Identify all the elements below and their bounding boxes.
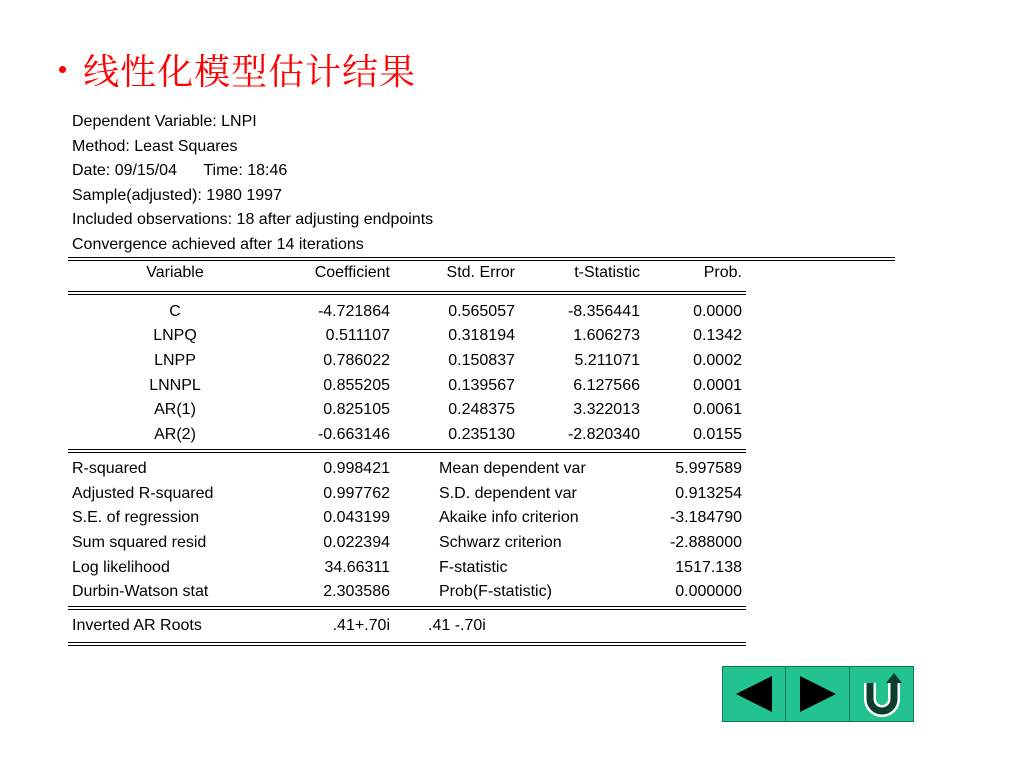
table-row — [68, 324, 896, 349]
std-error-cell: 0.248375 — [448, 401, 515, 419]
prob-cell: 0.0061 — [693, 401, 742, 419]
stats-row — [68, 580, 896, 605]
triangle-right-icon — [796, 674, 840, 714]
next-slide-button[interactable] — [786, 666, 850, 722]
col-header-prob: Prob. — [703, 264, 742, 281]
ar-root-value: .41 -.70i — [428, 616, 486, 634]
ar-root-value: .41+.70i — [332, 616, 390, 634]
t-statistic-cell: -8.356441 — [567, 302, 640, 320]
col-header-coefficient: Coefficient — [314, 264, 390, 281]
std-error-cell: 0.150837 — [448, 352, 515, 370]
variable-cell: LNPQ — [153, 327, 197, 345]
previous-slide-button[interactable] — [722, 666, 786, 722]
stat-label: Prob(F-statistic) — [439, 583, 552, 601]
table-row — [68, 398, 896, 423]
table-row — [68, 374, 896, 399]
double-rule — [68, 291, 746, 295]
stat-label: Adjusted R-squared — [72, 484, 214, 502]
variable-cell: LNPP — [154, 352, 196, 370]
return-button[interactable] — [850, 666, 914, 722]
stat-value: 34.66311 — [324, 558, 390, 576]
t-statistic-cell: 5.211071 — [574, 352, 640, 370]
triangle-left-icon — [732, 674, 776, 714]
double-rule — [68, 449, 746, 453]
stat-value: 0.000000 — [675, 583, 742, 601]
stat-label: Schwarz criterion — [439, 533, 562, 551]
double-rule — [68, 606, 746, 610]
header-line: Sample(adjusted): 1980 1997 — [72, 186, 282, 204]
stat-label: Mean dependent var — [439, 459, 586, 477]
t-statistic-cell: 3.322013 — [573, 401, 640, 419]
stat-value: 0.043199 — [323, 509, 390, 527]
prob-cell: 0.0002 — [693, 352, 742, 370]
col-header-t-statistic: t-Statistic — [574, 264, 640, 281]
stat-label: Durbin-Watson stat — [72, 583, 209, 601]
stats-row — [68, 457, 896, 482]
coefficient-cell: 0.786022 — [323, 352, 390, 370]
stats-row — [68, 531, 896, 556]
stats-row — [68, 506, 896, 531]
ar-roots-label: Inverted AR Roots — [72, 616, 202, 634]
t-statistic-cell: 1.606273 — [573, 327, 640, 345]
header-line: Method: Least Squares — [72, 137, 238, 155]
header-line: Dependent Variable: LNPI — [72, 113, 257, 130]
variable-cell: AR(1) — [154, 401, 196, 419]
report-header — [68, 110, 896, 257]
stat-value: 0.998421 — [323, 459, 390, 477]
variable-cell: C — [169, 302, 181, 320]
stats-row — [68, 556, 896, 581]
coefficient-cell: 0.825105 — [323, 401, 390, 419]
stat-label: Sum squared resid — [72, 533, 207, 551]
coefficient-cell: 0.855205 — [323, 376, 390, 394]
return-icon — [860, 671, 904, 717]
prob-cell: 0.0155 — [693, 426, 742, 444]
regression-output — [68, 110, 896, 646]
coefficient-cell: -4.721864 — [317, 302, 390, 320]
stat-label: S.E. of regression — [72, 509, 200, 527]
std-error-cell: 0.565057 — [448, 302, 515, 320]
table-row — [68, 300, 896, 325]
stat-value: 0.997762 — [323, 484, 390, 502]
std-error-cell: 0.318194 — [448, 327, 515, 345]
col-header-variable: Variable — [146, 264, 204, 281]
slide-title: 线性化模型估计结果 — [83, 51, 417, 93]
stat-value: 0.913254 — [675, 484, 742, 502]
stat-value: -3.184790 — [669, 509, 742, 527]
coefficient-cell: -0.663146 — [317, 426, 390, 444]
stat-label: Log likelihood — [72, 558, 170, 576]
column-header-row — [68, 261, 896, 286]
summary-statistics — [68, 457, 896, 605]
header-line: Convergence achieved after 14 iterations — [72, 235, 364, 253]
stat-value: 5.997589 — [675, 459, 742, 477]
std-error-cell: 0.235130 — [448, 426, 515, 444]
header-line: Included observations: 18 after adjusting endpoints — [72, 211, 434, 228]
stat-value: 0.022394 — [323, 533, 390, 551]
prob-cell: 0.1342 — [693, 327, 742, 345]
stat-label: R-squared — [72, 459, 147, 477]
variable-cell: AR(2) — [154, 426, 196, 444]
double-rule — [68, 642, 746, 646]
stat-label: F-statistic — [439, 558, 508, 576]
slide-navigation — [722, 666, 914, 722]
slide-title-row — [58, 44, 416, 94]
stat-label: S.D. dependent var — [439, 484, 577, 502]
stat-value: 1517.138 — [675, 558, 742, 576]
t-statistic-cell: 6.127566 — [573, 376, 640, 394]
bullet: • — [58, 54, 68, 84]
prob-cell: 0.0001 — [693, 376, 742, 394]
coefficient-cell: 0.511107 — [325, 327, 390, 345]
ar-roots-row — [68, 614, 896, 639]
table-row — [68, 349, 896, 374]
prob-cell: 0.0000 — [693, 302, 742, 320]
table-row — [68, 423, 896, 448]
t-statistic-cell: -2.820340 — [567, 426, 640, 444]
header-line: Date: 09/15/04 Time: 18:46 — [72, 162, 288, 179]
variable-cell: LNNPL — [149, 376, 201, 394]
stat-value: -2.888000 — [669, 533, 742, 551]
coefficient-table — [68, 300, 896, 448]
col-header-std-error: Std. Error — [446, 264, 515, 281]
stat-value: 2.303586 — [323, 583, 390, 601]
stats-row — [68, 482, 896, 507]
stat-label: Akaike info criterion — [439, 509, 579, 527]
std-error-cell: 0.139567 — [448, 376, 515, 394]
